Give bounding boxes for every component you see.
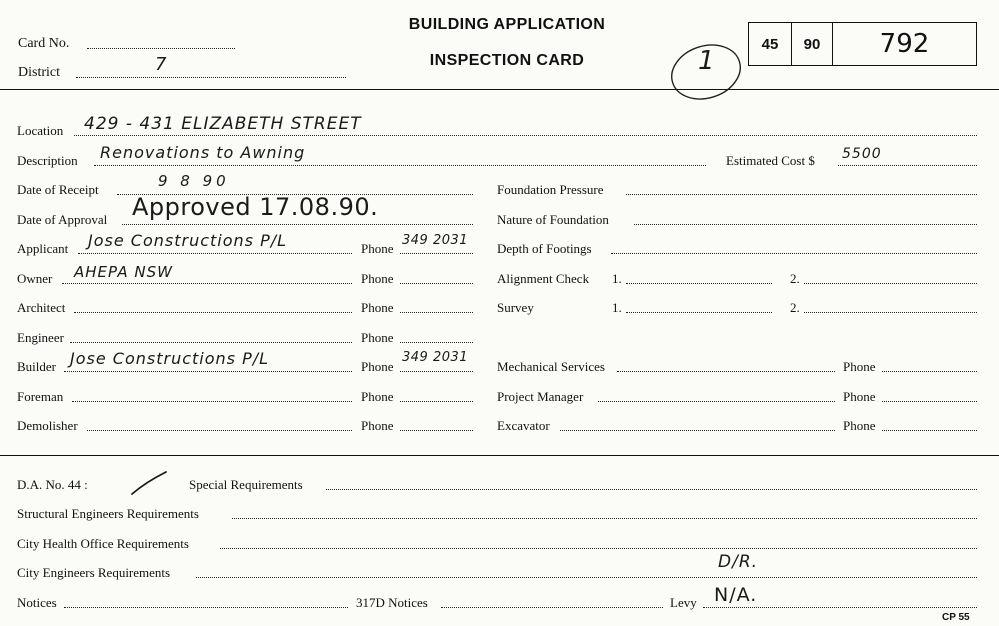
location-line (74, 135, 977, 136)
survey-1-label: 1. (612, 300, 622, 315)
header-divider (0, 89, 999, 90)
engineer-phone-line (400, 342, 473, 343)
architect-line (74, 312, 352, 313)
builder-phone: 349 2031 (402, 350, 469, 365)
architect-phone-label: Phone (361, 300, 394, 315)
applicant-label: Applicant (17, 241, 69, 256)
form-code: CP 55 (942, 612, 970, 623)
foreman-phone-line (400, 401, 473, 402)
mechanical-phone-label: Phone (843, 359, 876, 374)
demolisher-phone-line (400, 430, 473, 431)
section-divider (0, 455, 999, 456)
nature-foundation-line (634, 224, 977, 225)
number-box-3: 792 (832, 22, 977, 66)
excavator-phone-line (882, 430, 977, 431)
foundation-pressure-label: Foundation Pressure (497, 182, 604, 197)
engineer-label: Engineer (17, 330, 64, 345)
date-receipt-label: Date of Receipt (17, 182, 99, 197)
architect-label: Architect (17, 300, 66, 315)
foundation-pressure-line (626, 194, 977, 195)
builder-phone-label: Phone (361, 359, 394, 374)
engineer-line (70, 342, 352, 343)
levy-line (703, 607, 977, 608)
title-line-2: INSPECTION CARD (429, 52, 585, 69)
applicant-phone: 349 2031 (402, 233, 469, 248)
title-line-1: BUILDING APPLICATION (408, 16, 606, 33)
date-approval-label: Date of Approval (17, 212, 108, 227)
owner-label: Owner (17, 271, 53, 286)
estimated-cost-label: Estimated Cost $ (726, 153, 815, 168)
description-label: Description (17, 153, 78, 168)
depth-footings-line (611, 253, 977, 254)
excavator-phone-label: Phone (843, 418, 876, 433)
project-manager-phone-line (882, 401, 977, 402)
estimated-cost-value: 5500 (842, 146, 882, 162)
date-approval-line (122, 224, 473, 225)
survey-2-line (804, 312, 977, 313)
district-value: 7 (155, 54, 168, 75)
date-receipt-value: 9 8 90 (158, 172, 230, 190)
demolisher-label: Demolisher (17, 418, 78, 433)
notices-317d-label: 317D Notices (356, 595, 428, 610)
applicant-value: Jose Constructions P/L (88, 231, 288, 250)
city-eng-mark: D/R. (718, 552, 759, 572)
location-label: Location (17, 123, 64, 138)
location-value: 429 - 431 ELIZABETH STREET (84, 114, 362, 134)
special-req-line (326, 489, 977, 490)
excavator-line (560, 430, 835, 431)
levy-label: Levy (670, 595, 697, 610)
owner-phone-label: Phone (361, 271, 394, 286)
alignment-label: Alignment Check (497, 271, 590, 286)
applicant-line (78, 253, 352, 254)
description-line (94, 165, 706, 166)
survey-label: Survey (497, 300, 534, 315)
alignment-2-label: 2. (790, 271, 800, 286)
engineer-phone-label: Phone (361, 330, 394, 345)
excavator-label: Excavator (497, 418, 550, 433)
builder-label: Builder (17, 359, 56, 374)
health-req-label: City Health Office Requirements (17, 536, 189, 551)
project-manager-label: Project Manager (497, 389, 584, 404)
da-check-mark (128, 468, 170, 498)
structural-req-line (232, 518, 977, 519)
mechanical-label: Mechanical Services (497, 359, 605, 374)
notices-line (64, 607, 348, 608)
special-req-label: Special Requirements (189, 477, 303, 492)
levy-value: N/A. (714, 584, 758, 606)
foreman-phone-label: Phone (361, 389, 394, 404)
circled-number: 1 (698, 46, 716, 76)
depth-footings-label: Depth of Footings (497, 241, 592, 256)
survey-1-line (626, 312, 772, 313)
alignment-1-line (626, 283, 772, 284)
card-no-label: Card No. (18, 36, 70, 51)
description-value: Renovations to Awning (100, 143, 306, 162)
alignment-1-label: 1. (612, 271, 622, 286)
project-manager-line (598, 401, 835, 402)
da-number-label: D.A. No. 44 : (17, 477, 88, 492)
project-manager-phone-label: Phone (843, 389, 876, 404)
number-box-2: 90 (791, 22, 833, 66)
builder-phone-line (400, 371, 473, 372)
notices-label: Notices (17, 595, 57, 610)
owner-line (62, 283, 352, 284)
demolisher-line (87, 430, 352, 431)
notices-317d-line (441, 607, 663, 608)
health-req-line (220, 548, 977, 549)
alignment-2-line (804, 283, 977, 284)
structural-req-label: Structural Engineers Requirements (17, 506, 199, 521)
survey-2-label: 2. (790, 300, 800, 315)
city-eng-req-line (196, 577, 977, 578)
architect-phone-line (400, 312, 473, 313)
builder-value: Jose Constructions P/L (70, 349, 270, 368)
city-eng-req-label: City Engineers Requirements (17, 565, 171, 580)
estimated-cost-line (838, 165, 977, 166)
demolisher-phone-label: Phone (361, 418, 394, 433)
date-approval-value: Approved 17.08.90. (132, 193, 379, 221)
owner-value: AHEPA NSW (74, 263, 173, 281)
district-label: District (18, 65, 60, 80)
mechanical-phone-line (882, 371, 977, 372)
number-box-1: 45 (748, 22, 792, 66)
foreman-line (72, 401, 352, 402)
nature-foundation-label: Nature of Foundation (497, 212, 609, 227)
foreman-label: Foreman (17, 389, 64, 404)
district-line (76, 77, 346, 78)
card-no-line (87, 48, 235, 49)
owner-phone-line (400, 283, 473, 284)
applicant-phone-label: Phone (361, 241, 394, 256)
applicant-phone-line (400, 253, 473, 254)
builder-line (64, 371, 352, 372)
mechanical-line (617, 371, 835, 372)
